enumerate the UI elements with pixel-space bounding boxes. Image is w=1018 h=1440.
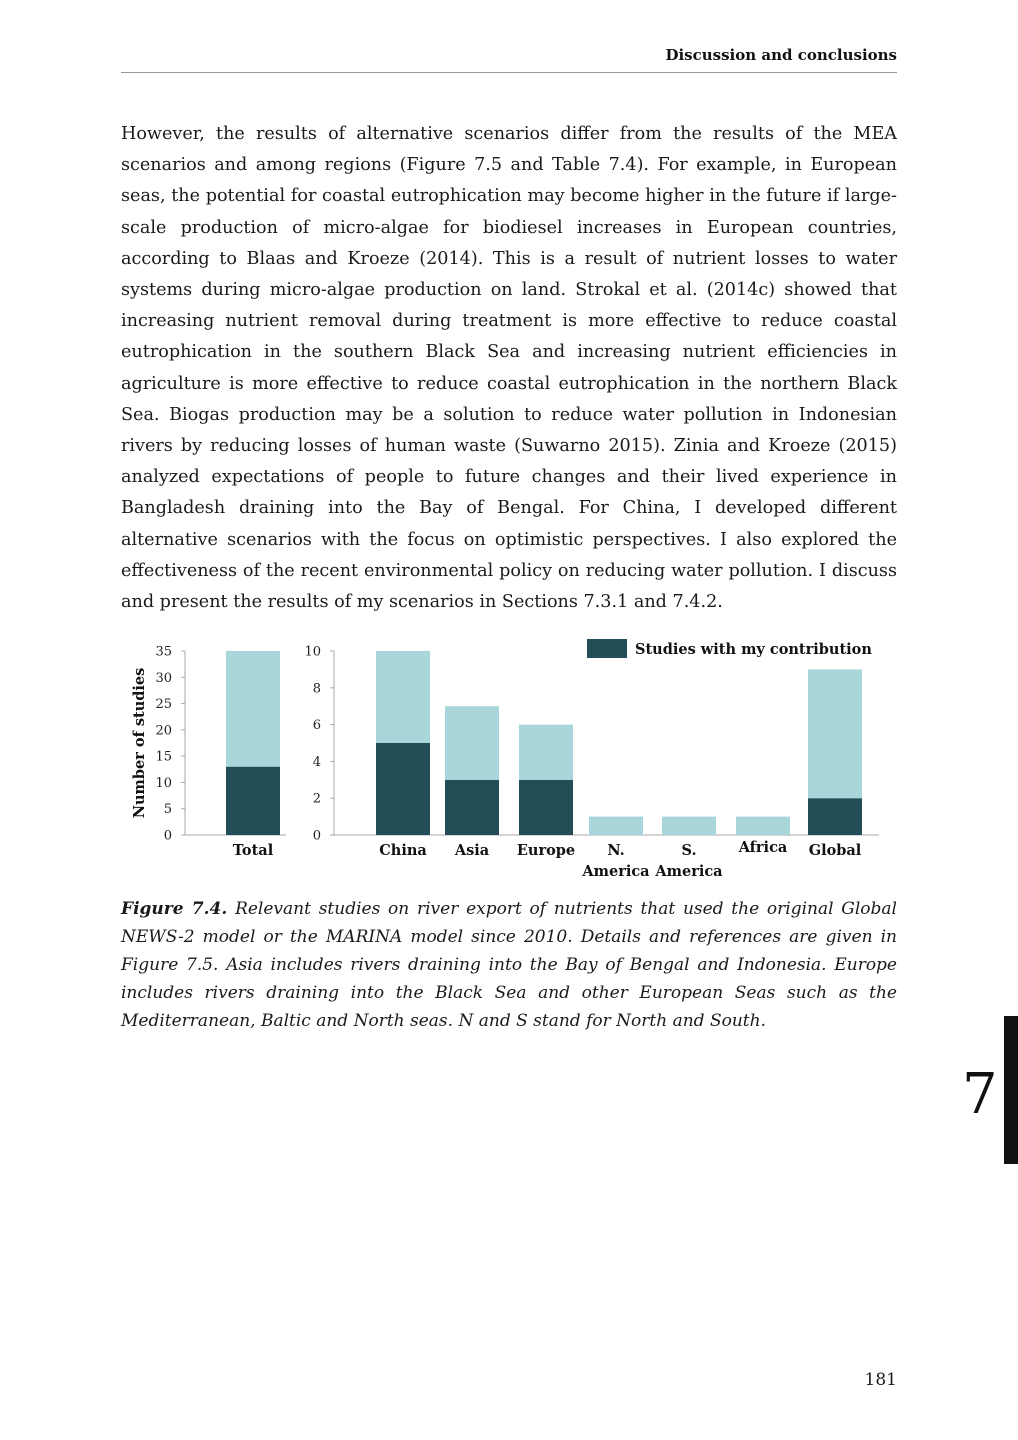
y-tick-label: 5: [163, 802, 172, 818]
x-category-label: Asia: [454, 842, 490, 859]
x-category-label: China: [379, 842, 427, 859]
figure-caption-text: Relevant studies on river export of nutrients that used the original Global NEWS-2 model or the MARINA model since 2010. Details and references are given in Figure 7.5. Asia includes rivers draining into the Bay of Bengal and Indonesia. Europe includes rivers draining into the Black Sea and other European Seas such as the Mediterranean, Baltic and North seas. N and S stand for North and South.: [121, 899, 897, 1031]
chapter-tab-marker: [1004, 1016, 1018, 1164]
y-tick-label: 6: [312, 718, 321, 734]
y-tick-label: 0: [312, 828, 321, 844]
y-tick-label: 10: [304, 644, 321, 660]
x-category-label: N.: [607, 842, 625, 859]
x-category-label: America: [655, 863, 723, 880]
bar-europe-other: [519, 725, 573, 780]
figure-7-4-chart: [121, 636, 897, 886]
bar-asia-other: [445, 706, 499, 780]
y-tick-label: 15: [155, 749, 172, 765]
y-tick-label: 2: [312, 791, 321, 807]
y-tick-label: 8: [312, 681, 321, 697]
bar-total-contribution: [226, 767, 280, 835]
bar-china-contribution: [376, 743, 430, 835]
bar-total-other: [226, 651, 280, 767]
body-paragraph: However, the results of alternative scenarios differ from the results of the MEA scenarios and among regions (Figure 7.5 and Table 7.4). For example, in European seas, the potential for coastal eutrophication may become higher in the future if large-scale production of micro-algae for biodiesel increases in European countries, according to Blaas and Kroeze (2014). This is a result of nutrient losses to water systems during micro-algae production on land. Strokal et al. (2014c) showed that increasing nutrient removal during treatment is more effective to reduce coastal eutrophication in the southern Black Sea and increasing nutrient efficiencies in agriculture is more effective to reduce coastal eutrophication in the northern Black Sea. Biogas production may be a solution to reduce water pollution in Indonesian rivers by reducing losses of human waste (Suwarno 2015). Zinia and Kroeze (2015) analyzed expectations of people to future changes and their lived experience in Bangladesh draining into the Bay of Bengal. For China, I developed different alternative scenarios with the focus on optimistic perspectives. I also explored the effectiveness of the recent environmental policy on reducing water pollution. I discuss and present the results of my scenarios in Sections 7.3.1 and 7.4.2.: [121, 124, 897, 613]
x-category-label: America: [582, 863, 650, 880]
y-tick-label: 25: [155, 697, 172, 713]
figure-caption-label: Figure 7.4.: [121, 899, 228, 919]
y-tick-label: 20: [155, 723, 172, 739]
bar-global-other: [808, 669, 862, 798]
bar-s-america-other: [662, 817, 716, 835]
y-tick-label: 10: [155, 775, 172, 791]
y-tick-label: 35: [155, 644, 172, 660]
y-tick-label: 30: [155, 670, 172, 686]
x-category-label: Total: [232, 842, 274, 859]
figure-caption: [121, 895, 897, 1035]
header-rule: [121, 72, 897, 73]
page-number: 181: [864, 1370, 897, 1390]
bar-europe-contribution: [519, 780, 573, 835]
y-tick-label: 4: [312, 754, 321, 770]
x-category-label: S.: [681, 842, 697, 859]
legend-label: Studies with my contribution: [635, 641, 872, 658]
chart-svg: [121, 636, 897, 886]
x-category-label: Europe: [516, 842, 576, 859]
running-header: Discussion and conclusions: [665, 46, 897, 64]
legend-swatch: [587, 639, 627, 658]
bar-global-contribution: [808, 798, 862, 835]
bar-n-america-other: [589, 817, 643, 835]
y-tick-label: 0: [163, 828, 172, 844]
x-category-label: Global: [808, 842, 862, 859]
y-axis-title: Number of studies: [131, 667, 148, 819]
bar-africa-other: [736, 817, 790, 835]
x-category-label: Africa: [738, 839, 788, 856]
bar-asia-contribution: [445, 780, 499, 835]
chapter-number: 7: [962, 1062, 998, 1127]
bar-china-other: [376, 651, 430, 743]
